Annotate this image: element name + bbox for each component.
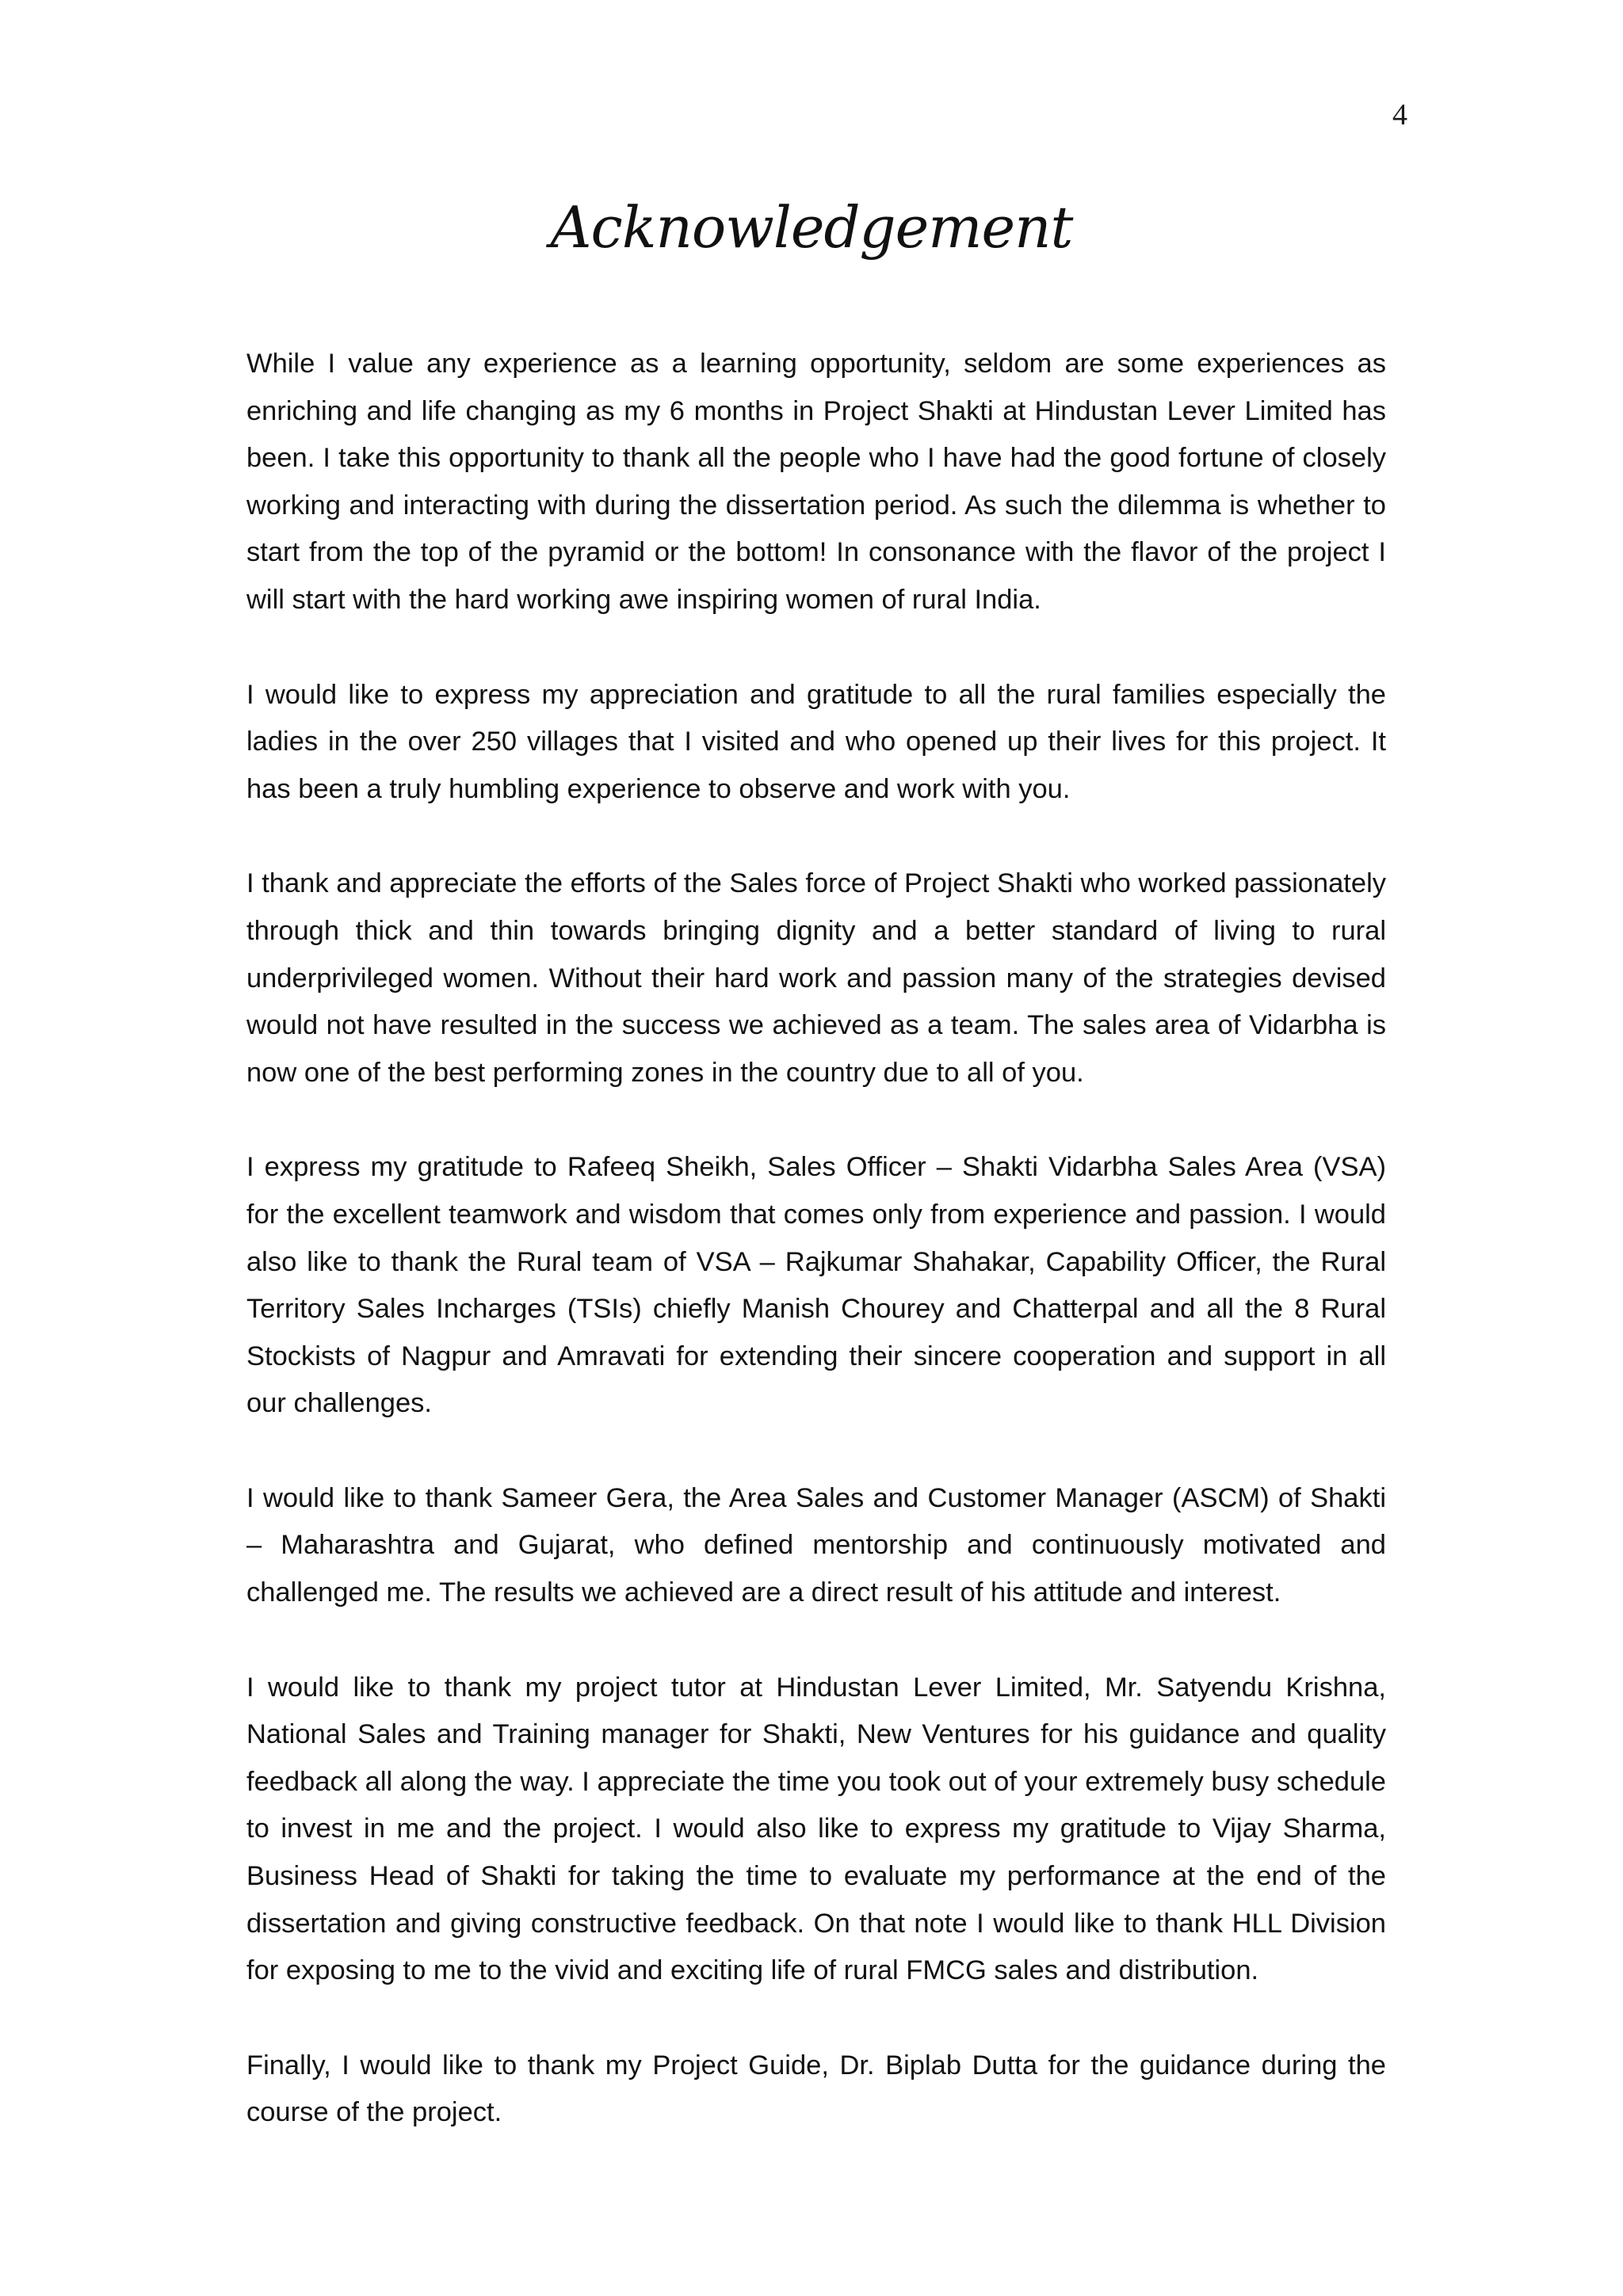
acknowledgement-body <box>246 341 1386 2137</box>
paragraph-project-tutor: I would like to thank my project tutor at Hindustan Lever Limited, Mr. Satyendu Krishna, National Sales and Training manager for Shakti, New Ventures for his guidance and quality feedback all along the way. I appreciate the time you took out of your extremely busy schedule to invest in me and the project. I would also like to express my gratitude to Vijay Sharma, Business Head of Shakti for taking the time to evaluate my performance at the end of the dissertation and giving constructive feedback. On that note I would like to thank HLL Division for exposing to me to the vivid and exciting life of rural FMCG sales and distribution. <box>246 1672 1386 1986</box>
paragraph-vidarbha-team: I express my gratitude to Rafeeq Sheikh, Sales Officer – Shakti Vidarbha Sales Area (VSA) for the excellent teamwork and wisdom that comes only from experience and passion. I would also like to thank the Rural team of VSA – Rajkumar Shahakar, Capability Officer, the Rural Territory Sales Incharges (TSIs) chiefly Manish Chourey and Chatterpal and all the 8 Rural Stockists of Nagpur and Amravati for extending their sincere cooperation and support in all our challenges. <box>246 1152 1386 1419</box>
paragraph-rural-families: I would like to express my appreciation and gratitude to all the rural families especially the ladies in the over 250 villages that I visited and who opened up their lives for this project. It has been a truly humbling experience to observe and work with you. <box>246 679 1386 804</box>
page-title: Acknowledgement <box>550 194 1073 261</box>
paragraph-project-guide: Finally, I would like to thank my Project Guide, Dr. Biplab Dutta for the guidance during the course of the project. <box>246 2050 1386 2128</box>
paragraph-intro: While I value any experience as a learning opportunity, seldom are some experiences as enriching and life changing as my 6 months in Project Shakti at Hindustan Lever Limited has been. I take this opportunity to thank all the people who I have had the good fortune of closely working and interacting with during the dissertation period. As such the dilemma is whether to start from the top of the pyramid or the bottom! In consonance with the flavor of the project I will start with the hard working awe inspiring women of rural India. <box>246 349 1386 615</box>
paragraph-area-manager: I would like to thank Sameer Gera, the Area Sales and Customer Manager (ASCM) of Shakti – Maharashtra and Gujarat, who defined mentorship and continuously motivated and challenged me. The results we achieved are a direct result of his attitude and interest. <box>246 1482 1386 1608</box>
page-number: 4 <box>1392 98 1407 132</box>
paragraph-sales-force: I thank and appreciate the efforts of the Sales force of Project Shakti who worked passionately through thick and thin towards bringing dignity and a better standard of living to rural underprivileged women. Without their hard work and passion many of the strategies devised would not have resulted in the success we achieved as a team. The sales area of Vidarbha is now one of the best performing zones in the country due to all of you. <box>246 868 1386 1088</box>
